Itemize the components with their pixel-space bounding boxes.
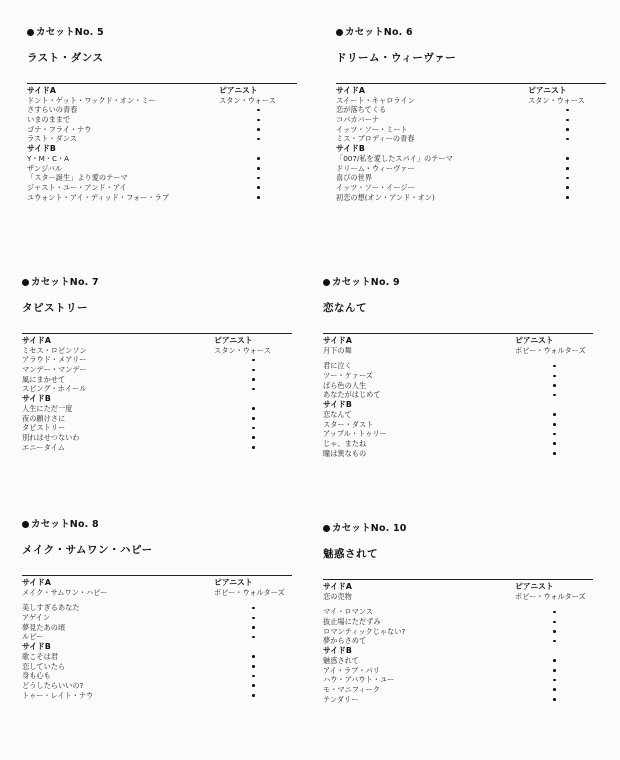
ditto-mark [566, 157, 569, 160]
side-b-label: サイドB [22, 642, 51, 652]
track: ユウォント・アイ・ディッド・フォー・ラブ [27, 192, 169, 202]
track: ルビー [22, 632, 44, 642]
track: 身も心も [22, 671, 51, 681]
ditto-mark [566, 196, 569, 199]
track: アラウド・メアリー [22, 355, 87, 365]
pianist-name: スタン・ウォース [219, 95, 276, 105]
ditto-mark [553, 640, 556, 643]
cassette-number: カセットNo. 7 [22, 276, 292, 290]
ditto-mark [257, 186, 260, 189]
ditto-mark [553, 630, 556, 633]
ditto-mark [553, 698, 556, 701]
track: イッツ・ソー・ミート [336, 124, 408, 134]
ditto-mark [566, 128, 569, 131]
side-a-label: サイドA [336, 86, 365, 95]
pianist-name: スタン・ウォース [214, 345, 271, 355]
side-b-label: サイドB [323, 400, 352, 410]
cassette-title: 魅惑されて [323, 548, 378, 560]
ditto-mark [553, 413, 556, 416]
ditto-mark [252, 369, 255, 372]
track: スター・ダスト [323, 419, 374, 429]
bullet-icon [336, 29, 343, 36]
ditto-mark [566, 186, 569, 189]
ditto-mark [566, 167, 569, 170]
track: 美しすぎるあなた [22, 603, 80, 613]
track: ロマンティックじゃない? [323, 626, 406, 636]
ditto-mark [566, 109, 569, 112]
cassette-number: カセットNo. 6 [336, 26, 606, 40]
ditto-mark [252, 675, 255, 678]
side-b-label: サイドB [323, 646, 352, 656]
ditto-mark [553, 659, 556, 662]
ditto-mark [252, 617, 255, 620]
side-b-label: サイドB [336, 144, 365, 154]
ditto-mark [252, 636, 255, 639]
track: ばら色の人生 [323, 380, 367, 390]
ditto-mark [553, 611, 556, 614]
ditto-mark [252, 417, 255, 420]
ditto-mark [553, 452, 556, 455]
cassette-no-6 [336, 26, 606, 202]
pianist-label: ピアニスト [219, 86, 258, 95]
ditto-mark [252, 607, 255, 610]
track: 喜びの世界 [336, 173, 372, 183]
cassette-no-9 [323, 276, 593, 458]
track: 「007/私を愛したスパイ」のテーマ [336, 153, 453, 163]
track: 夢見たあの頃 [22, 622, 66, 632]
cassette-no-5 [27, 26, 297, 202]
track: 瞳は異なもの [323, 448, 367, 458]
track: ゴナ・フライ・ナウ [27, 124, 92, 134]
track: いまのままで [27, 115, 71, 125]
track: エニータイム [22, 442, 65, 452]
track-list [323, 582, 593, 704]
track: アイ・ラブ・パリ [323, 665, 380, 675]
track: ラスト・ダンス [27, 134, 77, 144]
track: ハウ・アバウト・ユー [323, 675, 395, 685]
track: 月下の舞 [323, 345, 352, 355]
cassette-number: カセットNo. 5 [27, 26, 297, 40]
track: 魅惑されて [323, 655, 359, 665]
track: ジャスト・ユー・アンド・アイ [27, 182, 127, 192]
divider [323, 579, 593, 580]
ditto-mark [553, 365, 556, 368]
track: ドント・ゲット・ワックド・オン・ミー [27, 95, 156, 105]
divider [27, 83, 297, 84]
ditto-mark [252, 378, 255, 381]
track: Y・M・C・A [27, 153, 70, 163]
ditto-mark [553, 679, 556, 682]
track: ミセス・ロビンソン [22, 345, 87, 355]
ditto-mark [252, 359, 255, 362]
ditto-mark [252, 427, 255, 430]
pianist-label: ピアニスト [214, 336, 253, 345]
track: さすらいの青春 [27, 105, 78, 115]
track: どうしたらいいの? [22, 680, 84, 690]
track: アップル・トゥリー [323, 429, 387, 439]
track: 恋していたら [22, 661, 66, 671]
bullet-icon [22, 279, 29, 286]
track: スイート・キャロライン [336, 95, 415, 105]
side-a-label: サイドA [22, 336, 51, 345]
ditto-mark [257, 119, 260, 122]
pianist-label: ピアニスト [528, 86, 567, 95]
pianist-name: ボビー・ウォルターズ [214, 587, 285, 597]
ditto-mark [252, 407, 255, 410]
ditto-mark [553, 423, 556, 426]
divider [336, 83, 606, 84]
track: タピストリー [22, 423, 66, 433]
cassette-title: タピストリー [22, 302, 88, 314]
side-a-label: サイドA [22, 578, 51, 587]
ditto-mark [257, 167, 260, 170]
ditto-mark [566, 138, 569, 141]
ditto-mark [252, 436, 255, 439]
ditto-mark [553, 433, 556, 436]
divider [323, 333, 593, 334]
ditto-mark [252, 665, 255, 668]
ditto-mark [553, 375, 556, 378]
ditto-mark [553, 688, 556, 691]
ditto-mark [252, 684, 255, 687]
track: トゥー・レイト・ナウ [22, 690, 94, 700]
cassette-title: ラスト・ダンス [27, 52, 104, 64]
cassette-title: 恋なんて [323, 302, 367, 314]
pianist-name: スタン・ウォース [528, 95, 585, 105]
ditto-mark [553, 394, 556, 397]
side-a-label: サイドA [323, 582, 352, 591]
track: 夜の願けさに [22, 413, 66, 423]
ditto-mark [553, 669, 556, 672]
pianist-label: ピアニスト [515, 582, 554, 591]
ditto-mark [257, 157, 260, 160]
bullet-icon [323, 279, 330, 286]
ditto-mark [553, 442, 556, 445]
side-a-label: サイドA [27, 86, 56, 95]
track: あなたがはじめて [323, 390, 381, 400]
ditto-mark [566, 177, 569, 180]
ditto-mark [566, 119, 569, 122]
pianist-label: ピアニスト [214, 578, 253, 587]
side-b-label: サイドB [22, 394, 51, 404]
track: ドリーム・ウィーヴァー [336, 163, 415, 173]
ditto-mark [553, 621, 556, 624]
cassette-number: カセットNo. 10 [323, 522, 593, 536]
track: じゃ、またね [323, 438, 367, 448]
divider [22, 333, 292, 334]
track: 歌こそは君 [22, 651, 58, 661]
track: 別れはせつないわ [22, 432, 80, 442]
track: スピング・ホイール [22, 384, 87, 394]
track-list [336, 86, 606, 202]
track: マイ・ロマンス [323, 607, 373, 617]
ditto-mark [257, 109, 260, 112]
ditto-mark [252, 388, 255, 391]
track: 人生にただ一度 [22, 403, 73, 413]
track: ザンジバル [27, 163, 63, 173]
cassette-title: ドリーム・ウィーヴァー [336, 52, 457, 64]
track: 恋が落ちてくる [336, 105, 387, 115]
pianist-name: ボビー・ウォルターズ [515, 591, 586, 601]
track-list [22, 336, 292, 452]
track: 恋なんて [323, 409, 352, 419]
track: テンダリー [323, 694, 359, 704]
ditto-mark [257, 138, 260, 141]
pianist-label: ピアニスト [515, 336, 554, 345]
cassette-no-7 [22, 276, 292, 452]
ditto-mark [252, 446, 255, 449]
track: 風にまかせて [22, 374, 66, 384]
side-b-label: サイドB [27, 144, 56, 154]
ditto-mark [257, 128, 260, 131]
ditto-mark [257, 196, 260, 199]
track: 初恋の想(オン・アンド・オン) [336, 192, 435, 202]
track: 君に泣く [323, 361, 352, 371]
cassette-no-10 [323, 522, 593, 704]
track-list [27, 86, 297, 202]
bullet-icon [323, 525, 330, 532]
side-a-label: サイドA [323, 336, 352, 345]
ditto-mark [553, 384, 556, 387]
track: アゲイン [22, 613, 51, 623]
ditto-mark [252, 694, 255, 697]
track: 夢からさめて [323, 636, 367, 646]
track: 抜止場にただずみ [323, 617, 381, 627]
track: 恋の売物 [323, 591, 352, 601]
cassette-number: カセットNo. 9 [323, 276, 593, 290]
track-list [323, 336, 593, 458]
pianist-name: ボビー・ウォルターズ [515, 345, 586, 355]
ditto-mark [252, 655, 255, 658]
bullet-icon [27, 29, 34, 36]
cassette-no-8 [22, 518, 292, 700]
track: ミス・ブロディーの青春 [336, 134, 415, 144]
track: メイク・サムワン・ハピー [22, 587, 108, 597]
track: イッツ・ソー・イージー [336, 182, 415, 192]
track: モ・マニフィーク [323, 684, 380, 694]
track: ツー・ケァーズ [323, 371, 373, 381]
cassette-number: カセットNo. 8 [22, 518, 292, 532]
track: コパカバーナ [336, 115, 380, 125]
cassette-title: メイク・サムワン・ハピー [22, 544, 153, 556]
bullet-icon [22, 521, 29, 528]
track: マンデー・マンデー [22, 365, 87, 375]
divider [22, 575, 292, 576]
track-list [22, 578, 292, 700]
ditto-mark [252, 626, 255, 629]
track: 「スター誕生」より愛のテーマ [27, 173, 128, 183]
ditto-mark [257, 177, 260, 180]
